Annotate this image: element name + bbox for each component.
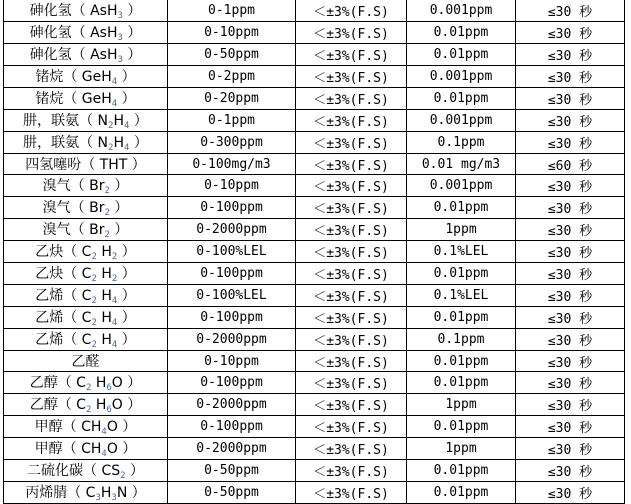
response-time-cell: ≤30 秒 <box>516 285 625 307</box>
formula-subscript: 6 <box>106 383 112 393</box>
gas-name-cell: 乙醇（ $C_2$ $H_6O$ ） <box>4 372 168 394</box>
formula-subscript: 2 <box>91 340 97 350</box>
resolution-cell: 0.001ppm <box>407 66 516 88</box>
response-time-cell: ≤60 秒 <box>516 154 625 175</box>
response-time-cell: ≤30 秒 <box>516 416 625 438</box>
formula-subscript: 2 <box>120 471 126 481</box>
formula-subscript: 3 <box>95 493 101 503</box>
range-cell: 0-50ppm <box>168 460 296 482</box>
gas-name-cell: 二硫化碳（ $CS_2$ ） <box>4 460 168 482</box>
range-cell: 0-50ppm <box>168 482 296 504</box>
gas-name-cell: 乙炔（ $C_2$ $H_2$ ） <box>4 263 168 285</box>
response-time-cell: ≤30 秒 <box>516 66 625 88</box>
resolution-cell: 0.1ppm <box>407 132 516 154</box>
formula-subscript: 4 <box>101 427 107 437</box>
response-time-cell: ≤30 秒 <box>516 175 625 197</box>
formula-subscript: 2 <box>111 274 118 284</box>
formula-subscript: 6 <box>106 405 112 415</box>
resolution-cell: 0.1ppm <box>407 329 516 351</box>
table-row <box>4 0 625 22</box>
response-time-cell: ≤30 秒 <box>516 263 625 285</box>
formula-subscript: 4 <box>124 121 130 131</box>
accuracy-cell: ＜±3%(F.S) <box>296 307 407 329</box>
gas-name-cell: 溴气（ $Br_2$ ） <box>4 219 168 241</box>
table-row <box>4 263 625 285</box>
formula-subscript: 3 <box>117 33 123 43</box>
accuracy-cell: ＜±3%(F.S) <box>296 219 407 241</box>
table-row <box>4 482 625 504</box>
gas-name-cell: 乙醇（ $C_2$ $H_6O$ ） <box>4 394 168 416</box>
gas-name-cell: 溴气（ $Br_2$ ） <box>4 175 168 197</box>
formula-subscript: 2 <box>108 121 114 131</box>
accuracy-cell: ＜±3%(F.S) <box>296 329 407 351</box>
range-cell: 0-10ppm <box>168 351 296 372</box>
response-time-cell: ≤30 秒 <box>516 88 625 110</box>
resolution-cell: 1ppm <box>407 394 516 416</box>
accuracy-cell: ＜±3%(F.S) <box>296 66 407 88</box>
accuracy-cell: ＜±3%(F.S) <box>296 438 407 460</box>
range-cell: 0-1ppm <box>168 0 296 22</box>
gas-name-cell: 乙炔（ $C_2$ $H_2$ ） <box>4 241 168 263</box>
table-row <box>4 460 625 482</box>
gas-name-cell: 丙烯腈（ $C_3H_3N$ ） <box>4 482 168 504</box>
accuracy-cell: ＜±3%(F.S) <box>296 197 407 219</box>
resolution-cell: 1ppm <box>407 219 516 241</box>
range-cell: 0-100ppm <box>168 307 296 329</box>
formula-subscript: 2 <box>104 230 110 240</box>
accuracy-cell: ＜±3%(F.S) <box>296 372 407 394</box>
formula-subscript: 3 <box>117 11 123 21</box>
gas-name-cell: 溴气（ $Br_2$ ） <box>4 197 168 219</box>
formula-subscript: 2 <box>85 405 92 415</box>
accuracy-cell: ＜±3%(F.S) <box>296 482 407 504</box>
gas-spec-table <box>3 0 625 504</box>
accuracy-cell: ＜±3%(F.S) <box>296 175 407 197</box>
table-row <box>4 372 625 394</box>
accuracy-cell: ＜±3%(F.S) <box>296 44 407 66</box>
response-time-cell: ≤30 秒 <box>516 22 625 44</box>
formula-subscript: 2 <box>91 296 97 306</box>
resolution-cell: 0.01ppm <box>407 482 516 504</box>
gas-name-cell: 砷化氢（ AsH$_3$ ） <box>4 22 168 44</box>
gas-name-cell: 四氢噻吩（ THT ） <box>4 154 168 175</box>
range-cell: 0-100ppm <box>168 416 296 438</box>
accuracy-cell: ＜±3%(F.S) <box>296 416 407 438</box>
range-cell: 0-2000ppm <box>168 394 296 416</box>
formula-subscript: 3 <box>111 493 117 503</box>
gas-name-cell: 乙烯（ $C_2$ $H_4$ ） <box>4 285 168 307</box>
formula-subscript: 2 <box>108 143 114 153</box>
resolution-cell: 1ppm <box>407 438 516 460</box>
resolution-cell: 0.1%LEL <box>407 241 516 263</box>
gas-spec-table-body <box>4 0 625 504</box>
table-row <box>4 351 625 372</box>
response-time-cell: ≤30 秒 <box>516 110 625 132</box>
table-row <box>4 154 625 175</box>
table-row <box>4 22 625 44</box>
formula-subscript: 4 <box>111 99 118 109</box>
resolution-cell: 0.01ppm <box>407 263 516 285</box>
resolution-cell: 0.01 mg/m3 <box>407 154 516 175</box>
table-row <box>4 307 625 329</box>
accuracy-cell: ＜±3%(F.S) <box>296 241 407 263</box>
accuracy-cell: ＜±3%(F.S) <box>296 0 407 22</box>
formula-subscript: 4 <box>111 318 118 328</box>
formula-subscript: 4 <box>111 77 118 87</box>
gas-name-cell: 乙烯（ $C_2$ $H_4$ ） <box>4 307 168 329</box>
table-row <box>4 329 625 351</box>
response-time-cell: ≤30 秒 <box>516 372 625 394</box>
formula-subscript: 2 <box>104 208 110 218</box>
resolution-cell: 0.01ppm <box>407 372 516 394</box>
gas-name-cell: 甲醇（ $CH_4O$ ） <box>4 438 168 460</box>
formula-subscript: 4 <box>111 296 118 306</box>
response-time-cell: ≤30 秒 <box>516 219 625 241</box>
gas-name-cell: 锗烷（ GeH$_4$ ） <box>4 66 168 88</box>
formula-subscript: 2 <box>104 186 110 196</box>
resolution-cell: 0.01ppm <box>407 460 516 482</box>
accuracy-cell: ＜±3%(F.S) <box>296 394 407 416</box>
accuracy-cell: ＜±3%(F.S) <box>296 460 407 482</box>
response-time-cell: ≤30 秒 <box>516 44 625 66</box>
table-row <box>4 132 625 154</box>
gas-name-cell: 甲醇（ $CH_4O$ ） <box>4 416 168 438</box>
gas-name-cell: 肼，联氨（ $N_2H_4$ ） <box>4 110 168 132</box>
range-cell: 0-100ppm <box>168 197 296 219</box>
table-row <box>4 285 625 307</box>
response-time-cell: ≤30 秒 <box>516 394 625 416</box>
range-cell: 0-100ppm <box>168 372 296 394</box>
resolution-cell: 0.01ppm <box>407 307 516 329</box>
resolution-cell: 0.01ppm <box>407 44 516 66</box>
resolution-cell: 0.001ppm <box>407 110 516 132</box>
resolution-cell: 0.1%LEL <box>407 285 516 307</box>
table-row <box>4 394 625 416</box>
table-row <box>4 438 625 460</box>
table-row <box>4 175 625 197</box>
range-cell: 0-2000ppm <box>168 438 296 460</box>
resolution-cell: 0.001ppm <box>407 175 516 197</box>
resolution-cell: 0.01ppm <box>407 351 516 372</box>
formula-subscript: 2 <box>85 383 92 393</box>
response-time-cell: ≤30 秒 <box>516 0 625 22</box>
range-cell: 0-10ppm <box>168 175 296 197</box>
accuracy-cell: ＜±3%(F.S) <box>296 132 407 154</box>
gas-name-cell: 砷化氢（ AsH$_3$ ） <box>4 44 168 66</box>
resolution-cell: 0.01ppm <box>407 416 516 438</box>
resolution-cell: 0.001ppm <box>407 0 516 22</box>
response-time-cell: ≤30 秒 <box>516 329 625 351</box>
resolution-cell: 0.01ppm <box>407 88 516 110</box>
formula-subscript: 4 <box>124 143 130 153</box>
resolution-cell: 0.01ppm <box>407 22 516 44</box>
accuracy-cell: ＜±3%(F.S) <box>296 351 407 372</box>
range-cell: 0-100mg/m3 <box>168 154 296 175</box>
range-cell: 0-2000ppm <box>168 329 296 351</box>
range-cell: 0-100%LEL <box>168 285 296 307</box>
table-row <box>4 241 625 263</box>
accuracy-cell: ＜±3%(F.S) <box>296 263 407 285</box>
resolution-cell: 0.01ppm <box>407 197 516 219</box>
response-time-cell: ≤30 秒 <box>516 351 625 372</box>
range-cell: 0-50ppm <box>168 44 296 66</box>
accuracy-cell: ＜±3%(F.S) <box>296 154 407 175</box>
accuracy-cell: ＜±3%(F.S) <box>296 110 407 132</box>
accuracy-cell: ＜±3%(F.S) <box>296 88 407 110</box>
formula-subscript: 2 <box>111 252 118 262</box>
formula-subscript: 3 <box>117 55 123 65</box>
response-time-cell: ≤30 秒 <box>516 460 625 482</box>
gas-name-cell: 乙醛 <box>4 351 168 372</box>
range-cell: 0-1ppm <box>168 110 296 132</box>
accuracy-cell: ＜±3%(F.S) <box>296 22 407 44</box>
response-time-cell: ≤30 秒 <box>516 132 625 154</box>
formula-subscript: 2 <box>91 274 97 284</box>
formula-subscript: 4 <box>111 340 118 350</box>
range-cell: 0-10ppm <box>168 22 296 44</box>
response-time-cell: ≤30 秒 <box>516 438 625 460</box>
response-time-cell: ≤30 秒 <box>516 197 625 219</box>
gas-name-cell: 锗烷（ GeH$_4$ ） <box>4 88 168 110</box>
formula-subscript: 2 <box>91 318 97 328</box>
table-row <box>4 219 625 241</box>
gas-name-cell: 乙烯（ $C_2$ $H_4$ ） <box>4 329 168 351</box>
table-row <box>4 88 625 110</box>
gas-name-cell: 砷化氢（ AsH$_3$ ） <box>4 0 168 22</box>
range-cell: 0-20ppm <box>168 88 296 110</box>
response-time-cell: ≤30 秒 <box>516 307 625 329</box>
table-row <box>4 44 625 66</box>
range-cell: 0-100ppm <box>168 263 296 285</box>
accuracy-cell: ＜±3%(F.S) <box>296 285 407 307</box>
range-cell: 0-100%LEL <box>168 241 296 263</box>
table-row <box>4 416 625 438</box>
table-row <box>4 110 625 132</box>
table-row <box>4 66 625 88</box>
table-row <box>4 197 625 219</box>
formula-subscript: 2 <box>91 252 97 262</box>
response-time-cell: ≤30 秒 <box>516 241 625 263</box>
response-time-cell: ≤30 秒 <box>516 482 625 504</box>
formula-subscript: 4 <box>101 449 107 459</box>
gas-name-cell: 肼，联氨（ $N_2H_4$ ） <box>4 132 168 154</box>
range-cell: 0-300ppm <box>168 132 296 154</box>
range-cell: 0-2000ppm <box>168 219 296 241</box>
range-cell: 0-2ppm <box>168 66 296 88</box>
